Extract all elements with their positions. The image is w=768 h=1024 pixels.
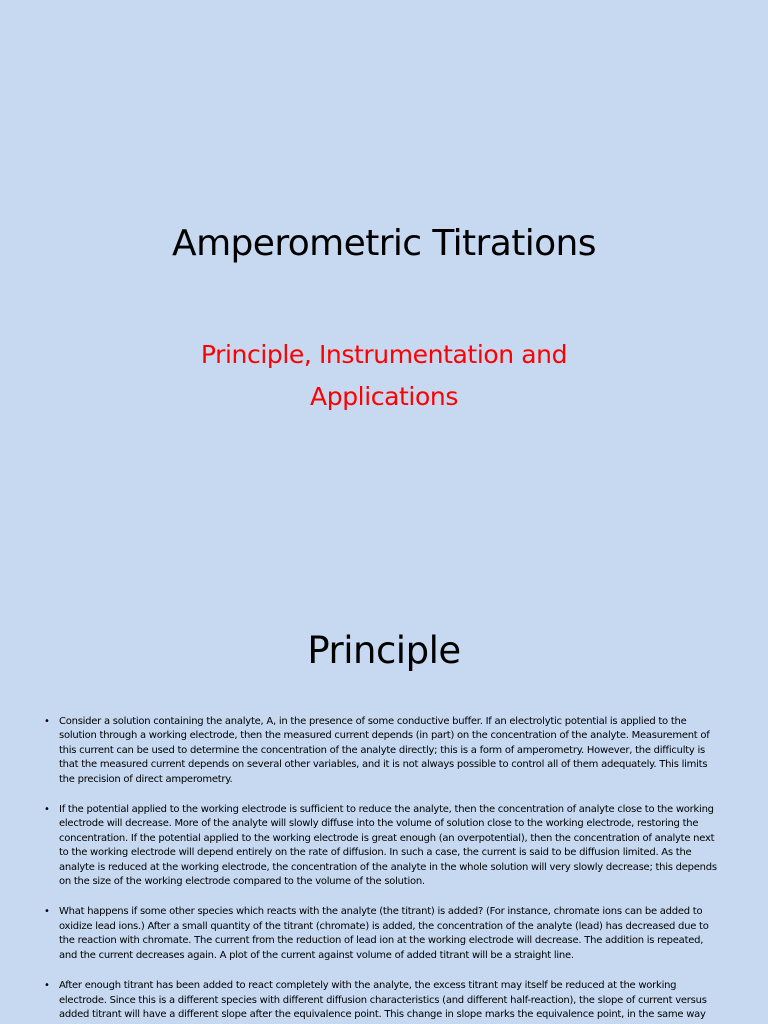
bullet-item	[44, 979, 718, 1022]
section-title: Principle	[307, 629, 461, 672]
bullet-item	[44, 803, 718, 889]
bullet-text: What happens if some other species which reacts with the analyte (the titrant) is added? (For instance, chromate ions can be added to oxidize lead ions.) After a small quantity of the titrant (chromate) is added, the concentration of the analyte (lead) has decreased due to the reaction with chromate. The current from the reduction of lead ion at the working electrode will decrease. The addition is repeated, and the current decreases again. A plot of the current against volume of added titrant will be a straight line.	[59, 906, 709, 961]
bullet-text: If the potential applied to the working electrode is sufficient to reduce the analyte, then the concentration of analyte close to the working electrode will decrease. More of the analyte will slowly diffuse into the volume of solution close to the working electrode, restoring the concentration. If the potential applied to the working electrode is great enough (an overpotential), then the concentration of analyte next to the working electrode will depend entirely on the rate of diffusion. In such a case, the current is said to be diffusion limited. As the analyte is reduced at the working electrode, the concentration of the analyte in the whole solution will very slowly decrease; this depends on the size of the working electrode compared to the volume of the solution.	[59, 804, 717, 888]
bullet-item	[44, 905, 718, 963]
slide-subtitle: Principle, Instrumentation and Applications	[200, 340, 568, 411]
slide-title: Amperometric Titrations	[172, 223, 596, 264]
bullet-icon: •	[44, 716, 50, 727]
bullet-icon: •	[44, 804, 50, 816]
bullet-icon: •	[44, 980, 50, 992]
bullet-text: Consider a solution containing the analyte, A, in the presence of some conductive buffer. If an electrolytic potential is applied to the solution through a working electrode, then the measured current depends (in part) on the concentration of the analyte. Measurement of this current can be used to determine the concentration of the analyte directly; this is a form of amperometry. However, the difficulty is that the measured current depends on several other variables, and it is not always possible to control all of them adequately. This limits the precision of direct amperometry.	[59, 716, 710, 785]
bullet-text: After enough titrant has been added to react completely with the analyte, the excess titrant may itself be reduced at the working electrode. Since this is a different species with different diffusion characteristics (and different half-reaction), the slope of current versus added titrant will have a different slope after the equivalence point. This change in slope marks the equivalence point, in the same way	[59, 980, 707, 1020]
bullet-list	[44, 715, 718, 1024]
bullet-icon: •	[44, 906, 50, 918]
bullet-item	[44, 715, 718, 787]
principle-slide	[0, 576, 768, 1024]
